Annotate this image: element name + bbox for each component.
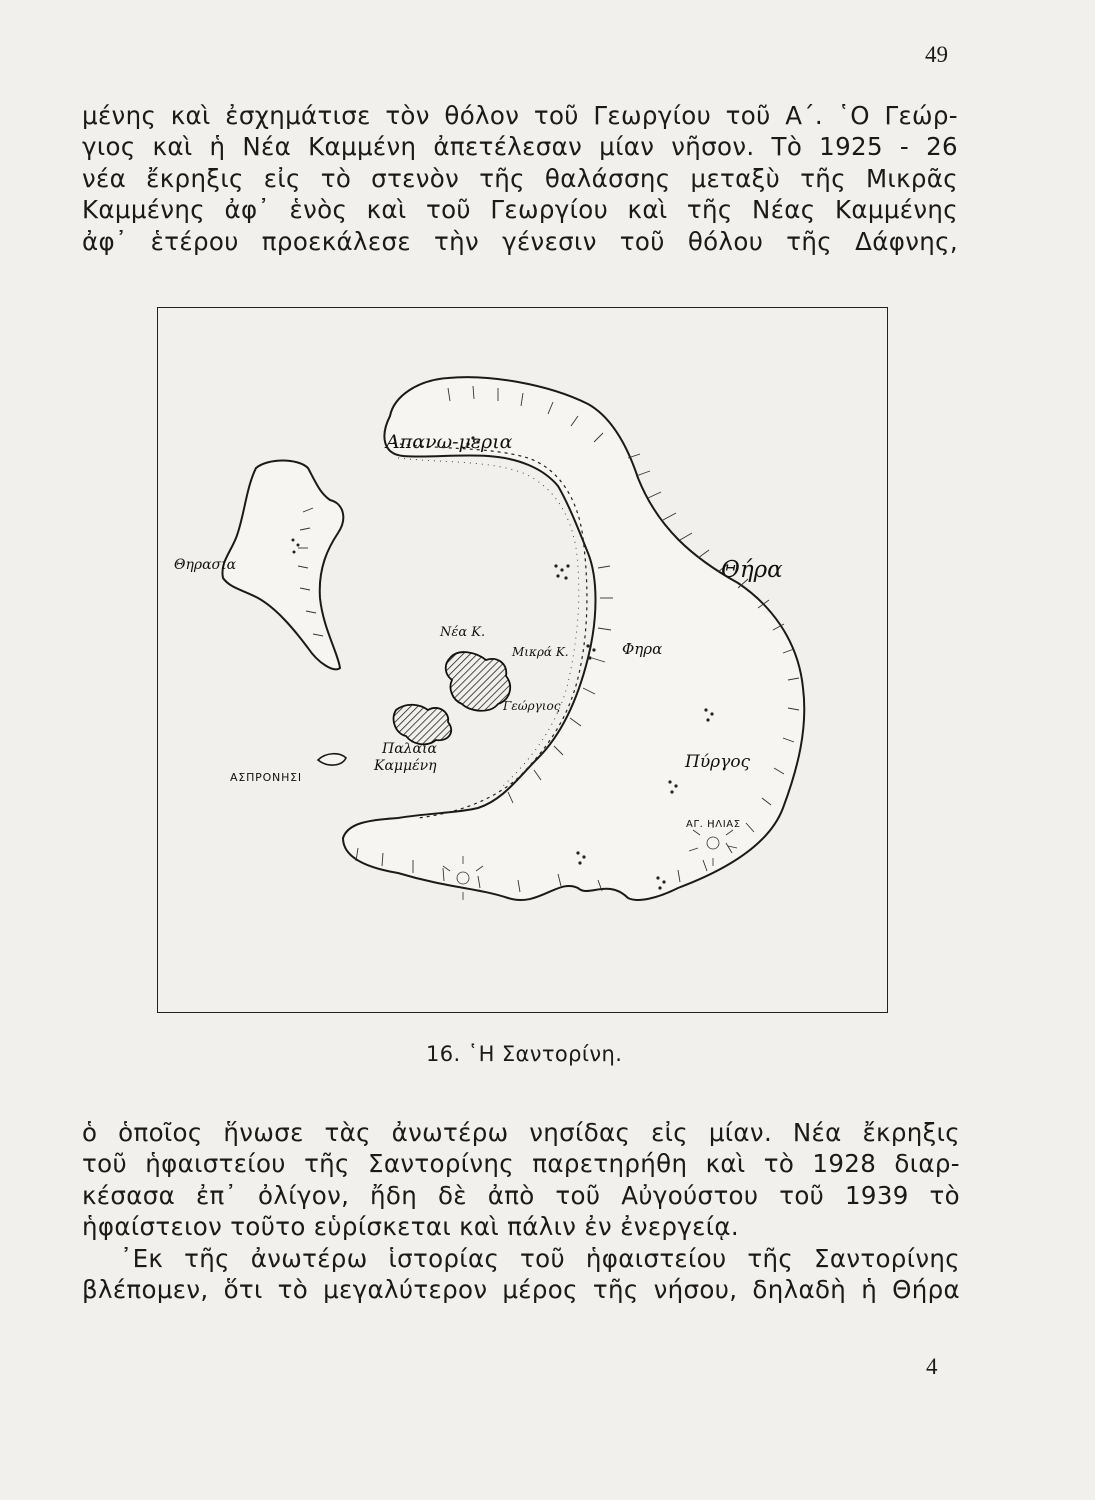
signature-mark: 4 xyxy=(926,1354,938,1379)
page-number: 49 xyxy=(925,42,948,67)
label-georgios: Γεώργιος xyxy=(503,699,561,713)
label-thira-island: Θήρα xyxy=(721,557,783,583)
top-paragraph xyxy=(82,100,958,257)
text-line: νέα ἔκρηξις εἰς τὸ στενὸν τῆς θαλάσσης μεταξὺ τῆς Μικρᾶς xyxy=(82,163,958,193)
label-aspronisi: ΑΣΠΡΟΝΗΣΙ xyxy=(230,771,302,784)
text-line: Καμμένης ἀφ᾽ ἑνὸς καὶ τοῦ Γεωργίου καὶ τῆς Νέας Καμμένης xyxy=(82,195,958,225)
bottom-paragraphs xyxy=(82,1117,960,1305)
palea-kameni-island xyxy=(394,705,452,745)
thirasia-island-outline xyxy=(222,461,343,670)
text-line: ὁ ὁποῖος ἥνωσε τὰς ἀνωτέρω νησίδας εἰς μίαν. Νέα ἔκρηξις xyxy=(82,1118,960,1147)
text-line: ᾽Εκ τῆς ἀνωτέρω ἱστορίας τοῦ ἡφαιστείου τῆς Σαντορίνης xyxy=(120,1243,960,1273)
text-line: κέσασα ἐπ᾽ ὀλίγον, ἤδη δὲ ἀπὸ τοῦ Αὐγούστου τοῦ 1939 τὸ xyxy=(82,1180,960,1210)
santorini-map-figure xyxy=(157,307,888,1013)
santorini-map xyxy=(158,308,888,1013)
text-line: γιος καὶ ἡ Νέα Καμμένη ἀπετέλεσαν μίαν νῆσον. Τὸ 1925 - 26 xyxy=(82,132,958,162)
text-line: βλέπομεν, ὅτι τὸ μεγαλύτερον μέρος τῆς νήσου, δηλαδὴ ἡ Θήρα xyxy=(82,1275,960,1305)
nea-kameni-island xyxy=(446,652,510,711)
text-line: τοῦ ἡφαιστείου τῆς Σαντορίνης παρετηρήθη καὶ τὸ 1928 διαρ- xyxy=(82,1149,960,1179)
label-kammeni: Καμμένη xyxy=(374,758,437,774)
label-pyrgos: Πύργος xyxy=(685,752,751,772)
text-line: μένης καὶ ἐσχημάτισε τὸν θόλον τοῦ Γεωργίου τοῦ Α΄. ῾Ο Γεώρ- xyxy=(82,101,958,130)
aspronisi-island xyxy=(318,754,346,765)
label-nea-kameni: Νέα Κ. xyxy=(440,625,486,640)
label-palaia: Παλαια xyxy=(382,741,437,757)
figure-caption: 16. ῾Η Σαντορίνη. xyxy=(426,1042,623,1066)
label-thirasia: Θηρασια xyxy=(174,557,237,573)
text-line: ἀφ᾽ ἑτέρου προεκάλεσε τὴν γένεσιν τοῦ θόλου τῆς Δάφνης, xyxy=(82,226,958,256)
label-mikra-kameni: Μικρά Κ. xyxy=(512,645,569,659)
label-fira: Φηρα xyxy=(622,640,663,658)
text-line: ἡφαίστειον τοῦτο εὑρίσκεται καὶ πάλιν ἐν ἐνεργείᾳ. xyxy=(82,1212,740,1242)
label-anaw-meria: Απανω-μερια xyxy=(386,431,513,453)
label-ag-ilias: ΑΓ. ΗΛΙΑΣ xyxy=(686,819,741,830)
